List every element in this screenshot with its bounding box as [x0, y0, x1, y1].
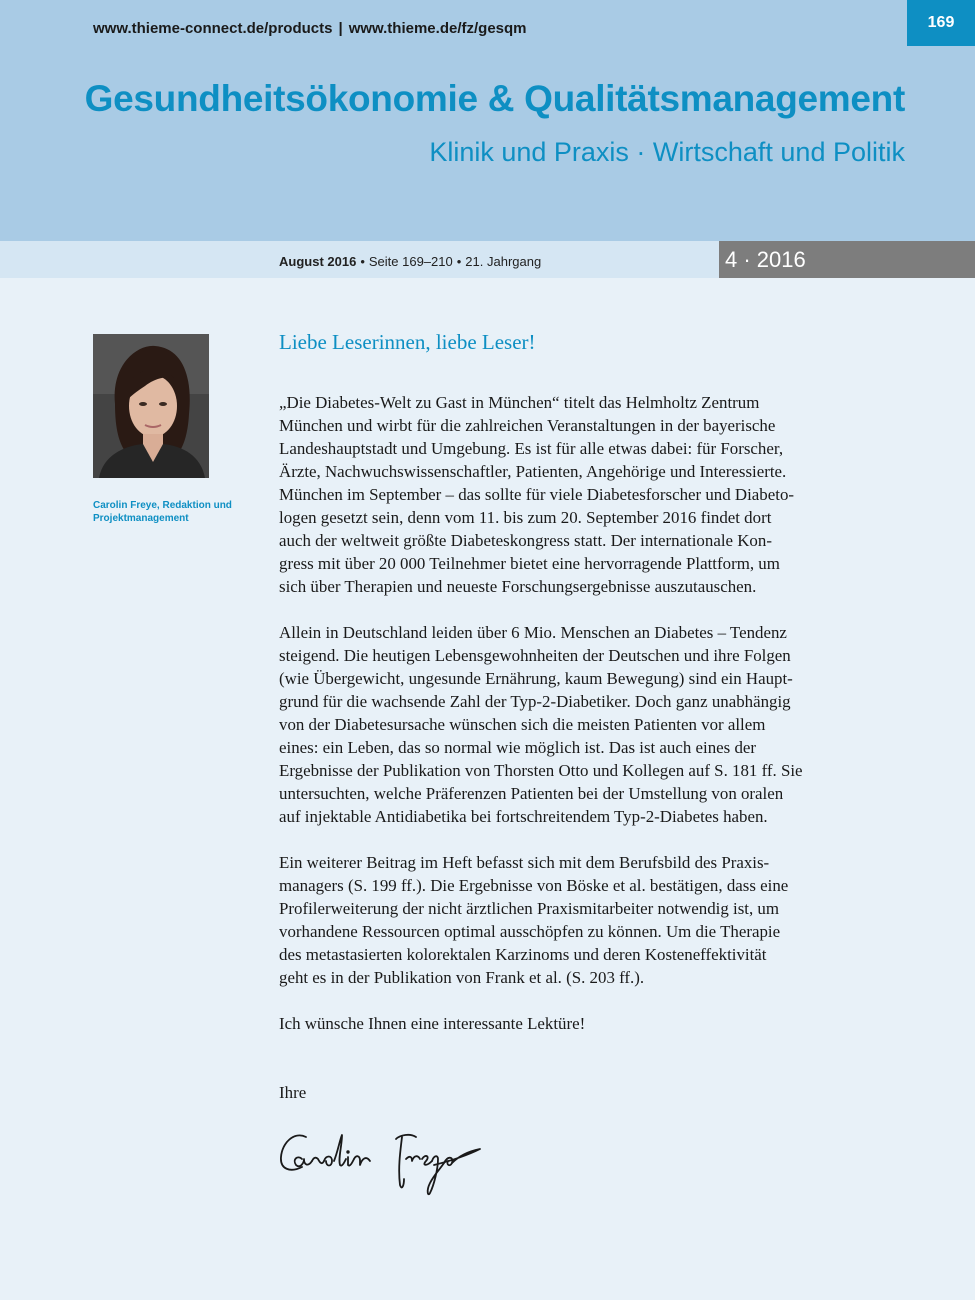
text-line: vorhandene Ressourcen optimal ausschöpfen zu können. Um die Therapie [279, 922, 781, 941]
text-line: geht es in der Publikation von Frank et al. (S. 203 ff.). [279, 968, 645, 987]
page-number: 169 [907, 0, 975, 46]
text-line: von der Diabetesursache wünschen sich die meisten Patienten vor allem [279, 715, 766, 734]
caption-line-1: Carolin Freye, Redaktion und [93, 500, 232, 511]
text-line: auch der weltweit größte Diabeteskongress statt. Der internationale Kon- [279, 531, 772, 550]
text-line: München im September – das sollte für viele Diabetesforscher und Diabeto- [279, 485, 795, 504]
url-separator: | [338, 20, 343, 37]
journal-subtitle: Klinik und Praxis · Wirtschaft und Politik [429, 137, 905, 167]
text-line: managers (S. 199 ff.). Die Ergebnisse von Böske et al. bestätigen, dass eine [279, 876, 789, 895]
issue-volume: 21. Jahrgang [465, 254, 542, 269]
paragraph-2 [279, 621, 849, 828]
author-portrait [93, 334, 209, 478]
journal-title: Gesundheitsökonomie & Qualitätsmanagement [84, 78, 905, 119]
text-line: Ärzte, Nachwuchswissenschaftler, Patienten, Angehörige und Interessierte. [279, 462, 787, 481]
text-line: Ein weiterer Beitrag im Heft befasst sich mit dem Berufsbild des Praxis- [279, 853, 770, 872]
text-line: Landeshauptstadt und Umgebung. Es ist für alle etwas dabei: für Forscher, [279, 439, 784, 458]
portrait-image [93, 334, 209, 478]
issue-dot-1: • [360, 254, 365, 269]
letter-greeting: Liebe Leserinnen, liebe Leser! [279, 330, 536, 354]
paragraph-3 [279, 851, 849, 989]
text-line: steigend. Die heutigen Lebensgewohnheiten der Deutschen und ihre Folgen [279, 646, 791, 665]
text-line: logen gesetzt sein, denn vom 11. bis zum 20. September 2016 findet dort [279, 508, 772, 527]
journal-header [0, 0, 975, 241]
paragraph-1 [279, 391, 849, 598]
issue-dot-2: • [456, 254, 462, 269]
paragraph-4 [279, 1012, 849, 1035]
closing-word: Ihre [279, 1083, 307, 1102]
text-line: sich über Therapien und neueste Forschungsergebnisse auszutauschen. [279, 577, 757, 596]
text-line: gress mit über 20 000 Teilnehmer bietet eine hervorragende Plattform, um [279, 554, 780, 573]
text-line: des metastasierten kolorektalen Karzinoms und deren Kosteneffektivität [279, 945, 767, 964]
issue-info [279, 254, 541, 269]
signature-image [274, 1125, 484, 1203]
text-line: Ich wünsche Ihnen eine interessante Lektüre! [279, 1014, 586, 1033]
journal-url-link[interactable]: www.thieme.de/fz/gesqm [348, 20, 527, 37]
text-line: „Die Diabetes-Welt zu Gast in München“ titelt das Helmholtz Zentrum [279, 393, 760, 412]
product-url-link[interactable]: www.thieme-connect.de/products [93, 20, 333, 37]
text-line: Profilerweiterung der nicht ärztlichen Praxismitarbeiter notwendig ist, um [279, 899, 780, 918]
text-line: auf injektable Antidiabetika bei fortschreitendem Typ-2-Diabetes haben. [279, 807, 768, 826]
handwritten-signature [274, 1125, 484, 1203]
closing [279, 1058, 849, 1104]
issue-pages: Seite 169–210 [368, 254, 453, 269]
text-line [279, 1058, 849, 1081]
text-line: München und wirbt für die zahlreichen Veranstaltungen in der bayerische [279, 416, 776, 435]
text-line: Allein in Deutschland leiden über 6 Mio. Menschen an Diabetes – Tendenz [279, 623, 787, 642]
author-caption [93, 499, 243, 525]
text-line: eines: ein Leben, das so normal wie möglich ist. Das ist auch eines der [279, 738, 757, 757]
issue-date: August 2016 [279, 254, 357, 269]
issue-number: 4 · 2016 [719, 241, 975, 278]
issue-info-band [0, 241, 975, 278]
letter-body [279, 391, 849, 1127]
caption-line-2: Projektmanagement [93, 513, 189, 524]
text-line: grund für die wachsende Zahl der Typ-2-Diabetiker. Doch ganz unabhängig [279, 692, 791, 711]
text-line: Ergebnisse der Publikation von Thorsten Otto und Kollegen auf S. 181 ff. Sie [279, 761, 803, 780]
text-line: (wie Übergewicht, ungesunde Ernährung, kaum Bewegung) sind ein Haupt- [279, 669, 793, 688]
header-urls [93, 20, 527, 37]
text-line: untersuchten, welche Präferenzen Patienten bei der Umstellung von oralen [279, 784, 784, 803]
